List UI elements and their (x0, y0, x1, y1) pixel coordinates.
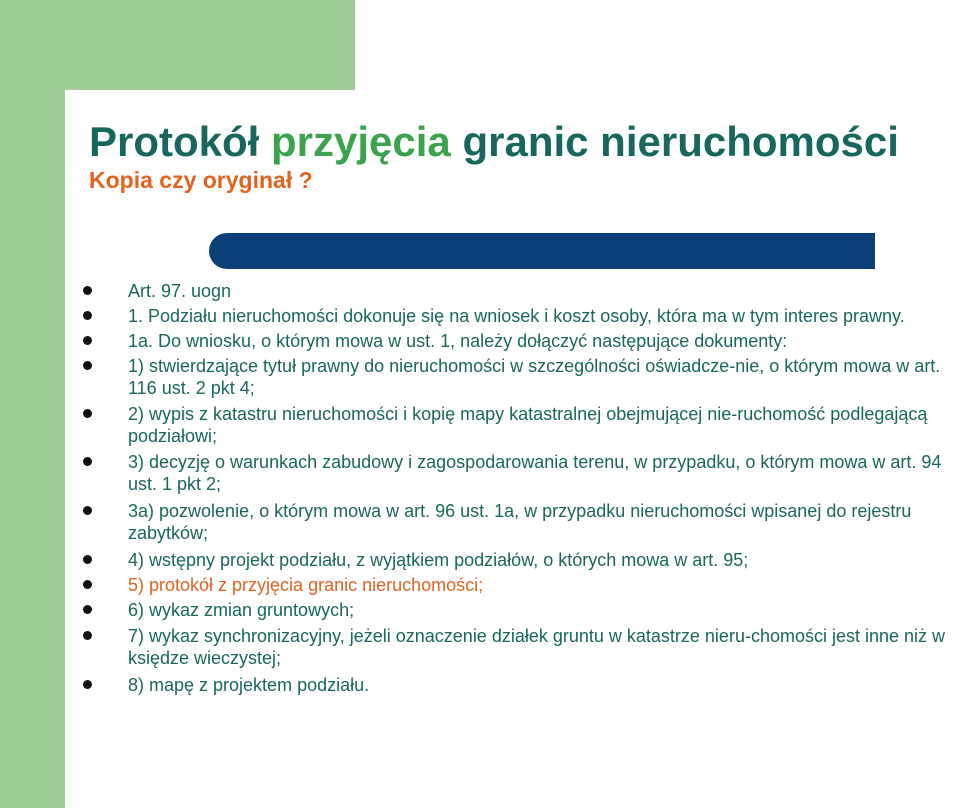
title-part-3: granic nieruchomości (450, 118, 899, 165)
list-item (83, 280, 960, 302)
list-item (83, 403, 960, 447)
list-item-text: 5) protokół z przyjęcia granic nieruchomości; (128, 575, 484, 595)
list-item (83, 330, 960, 352)
list-item-text: Art. 97. uogn (128, 281, 232, 301)
list-item-text: 8) mapę z projektem podziału. (128, 675, 370, 695)
bullet-icon (83, 457, 92, 466)
list-item (83, 625, 960, 669)
bullet-icon (83, 580, 92, 589)
list-item-text: 2) wypis z katastru nieruchomości i kopię mapy katastralnej obejmującej nie-ruchomość podlegającą podziałowi; (128, 404, 928, 446)
bullet-icon (83, 409, 92, 418)
bullet-icon (83, 311, 92, 320)
bullet-icon (83, 506, 92, 515)
bullet-icon (83, 555, 92, 564)
bullet-icon (83, 680, 92, 689)
list-item (83, 451, 960, 495)
list-item-text: 6) wykaz zmian gruntowych; (128, 600, 355, 620)
list-item (83, 500, 960, 544)
slide-title (89, 114, 899, 170)
list-item-highlighted (83, 574, 960, 596)
list-item-text: 1) stwierdzające tytuł prawny do nieruchomości w szczególności oświadcze-nie, o którym mowa w art. 116 ust. 2 pkt 4; (128, 356, 941, 398)
list-item (83, 305, 960, 327)
decorative-blue-bar (230, 233, 875, 269)
bullet-icon (83, 286, 92, 295)
list-item (83, 599, 960, 621)
list-item-text: 4) wstępny projekt podziału, z wyjątkiem podziałów, o których mowa w art. 95; (128, 550, 749, 570)
title-part-1: Protokół (89, 118, 272, 165)
bullet-icon (83, 336, 92, 345)
slide-subtitle: Kopia czy oryginał ? (89, 167, 313, 193)
bullet-icon (83, 361, 92, 370)
list-item-text: 1. Podziału nieruchomości dokonuje się na wniosek i koszt osoby, która ma w tym interes prawny. (128, 306, 905, 326)
title-highlight: przyjęcia (271, 118, 451, 165)
bullet-list (83, 280, 960, 698)
decorative-green-side (0, 0, 65, 808)
list-item-text: 3) decyzję o warunkach zabudowy i zagospodarowania terenu, w przypadku, o którym mowa w art. 94 ust. 1 pkt 2; (128, 452, 942, 494)
list-item (83, 549, 960, 571)
list-item (83, 355, 960, 399)
list-item-text: 3a) pozwolenie, o którym mowa w art. 96 ust. 1a, w przypadku nieruchomości wpisanej do rejestru zabytków; (128, 501, 912, 543)
bullet-icon (83, 605, 92, 614)
list-item-text: 1a. Do wniosku, o którym mowa w ust. 1, należy dołączyć następujące dokumenty: (128, 331, 788, 351)
list-item-text: 7) wykaz synchronizacyjny, jeżeli oznaczenie działek gruntu w katastrze nieru-chomości jest inne niż w księdze wieczystej; (128, 626, 946, 668)
list-item (83, 674, 960, 696)
bullet-icon (83, 631, 92, 640)
